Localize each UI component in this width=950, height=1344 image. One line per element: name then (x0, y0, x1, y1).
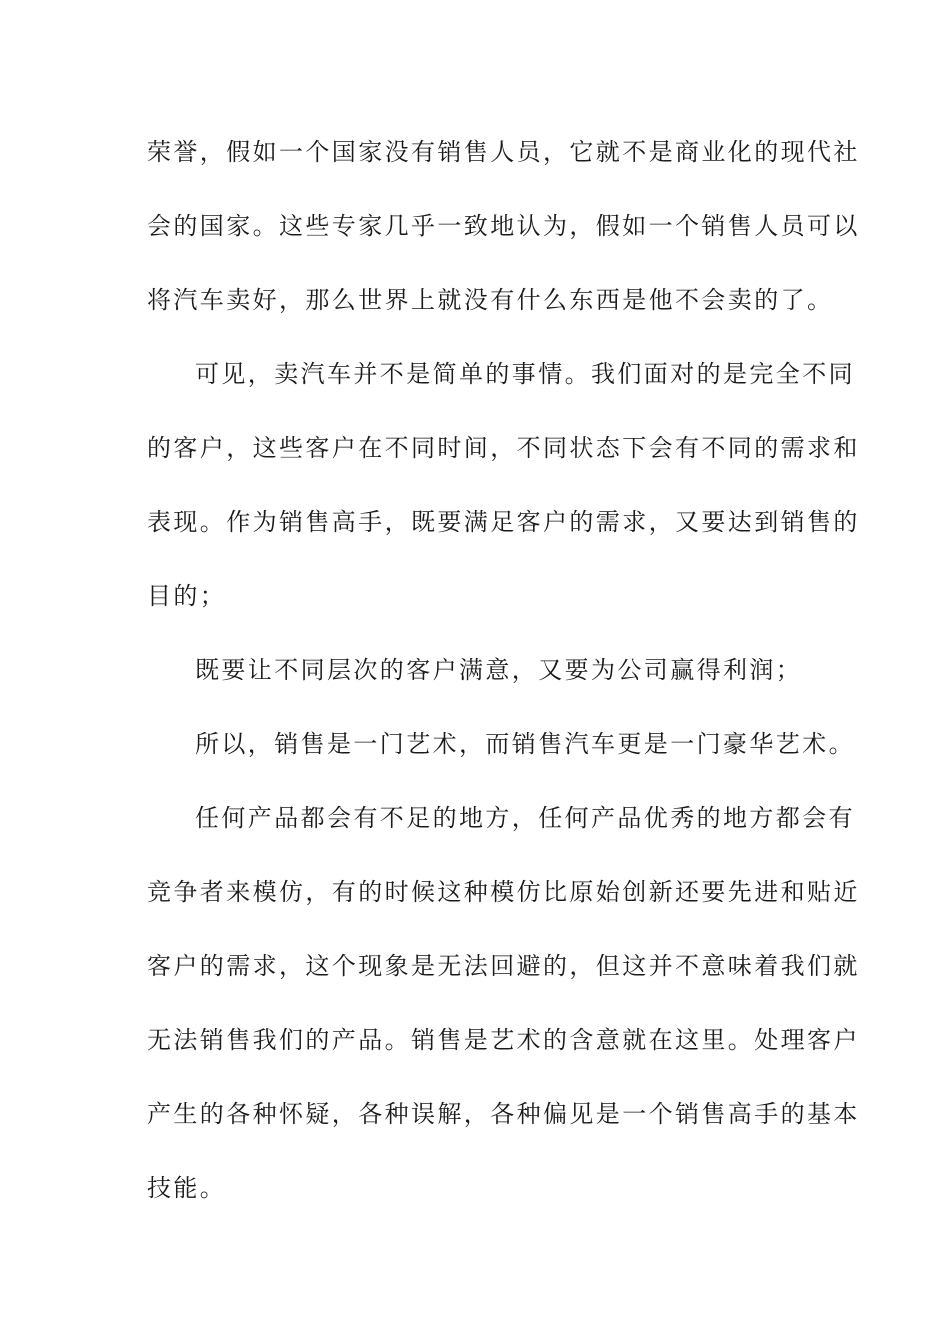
paragraph-first-line: 既要让不同层次的客户满意，又要为公司赢得利润； (195, 656, 803, 684)
text-line: 技能。 (147, 1174, 227, 1202)
text-line: 荣誉，假如一个国家没有销售人员，它就不是商业化的现代社 (147, 138, 860, 166)
paragraph-first-line: 任何产品都会有不足的地方，任何产品优秀的地方都会有 (195, 804, 855, 832)
text-line: 的客户，这些客户在不同时间，不同状态下会有不同的需求和 (147, 434, 860, 462)
text-line: 将汽车卖好，那么世界上就没有什么东西是他不会卖的了。 (147, 286, 834, 314)
text-line: 目的； (147, 582, 227, 610)
text-line: 客户的需求，这个现象是无法回避的，但这并不意味着我们就 (147, 952, 860, 980)
paragraph-first-line: 所以，销售是一门艺术，而销售汽车更是一门豪华艺术。 (195, 730, 855, 758)
text-line: 竞争者来模仿，有的时候这种模仿比原始创新还要先进和贴近 (147, 878, 860, 906)
paragraph-first-line: 可见，卖汽车并不是简单的事情。我们面对的是完全不同 (195, 360, 855, 388)
text-line: 会的国家。这些专家几乎一致地认为，假如一个销售人员可以 (147, 212, 860, 240)
text-line: 产生的各种怀疑，各种误解，各种偏见是一个销售高手的基本 (147, 1100, 860, 1128)
text-line: 表现。作为销售高手，既要满足客户的需求，又要达到销售的 (147, 508, 860, 536)
text-line: 无法销售我们的产品。销售是艺术的含意就在这里。处理客户 (147, 1026, 860, 1054)
